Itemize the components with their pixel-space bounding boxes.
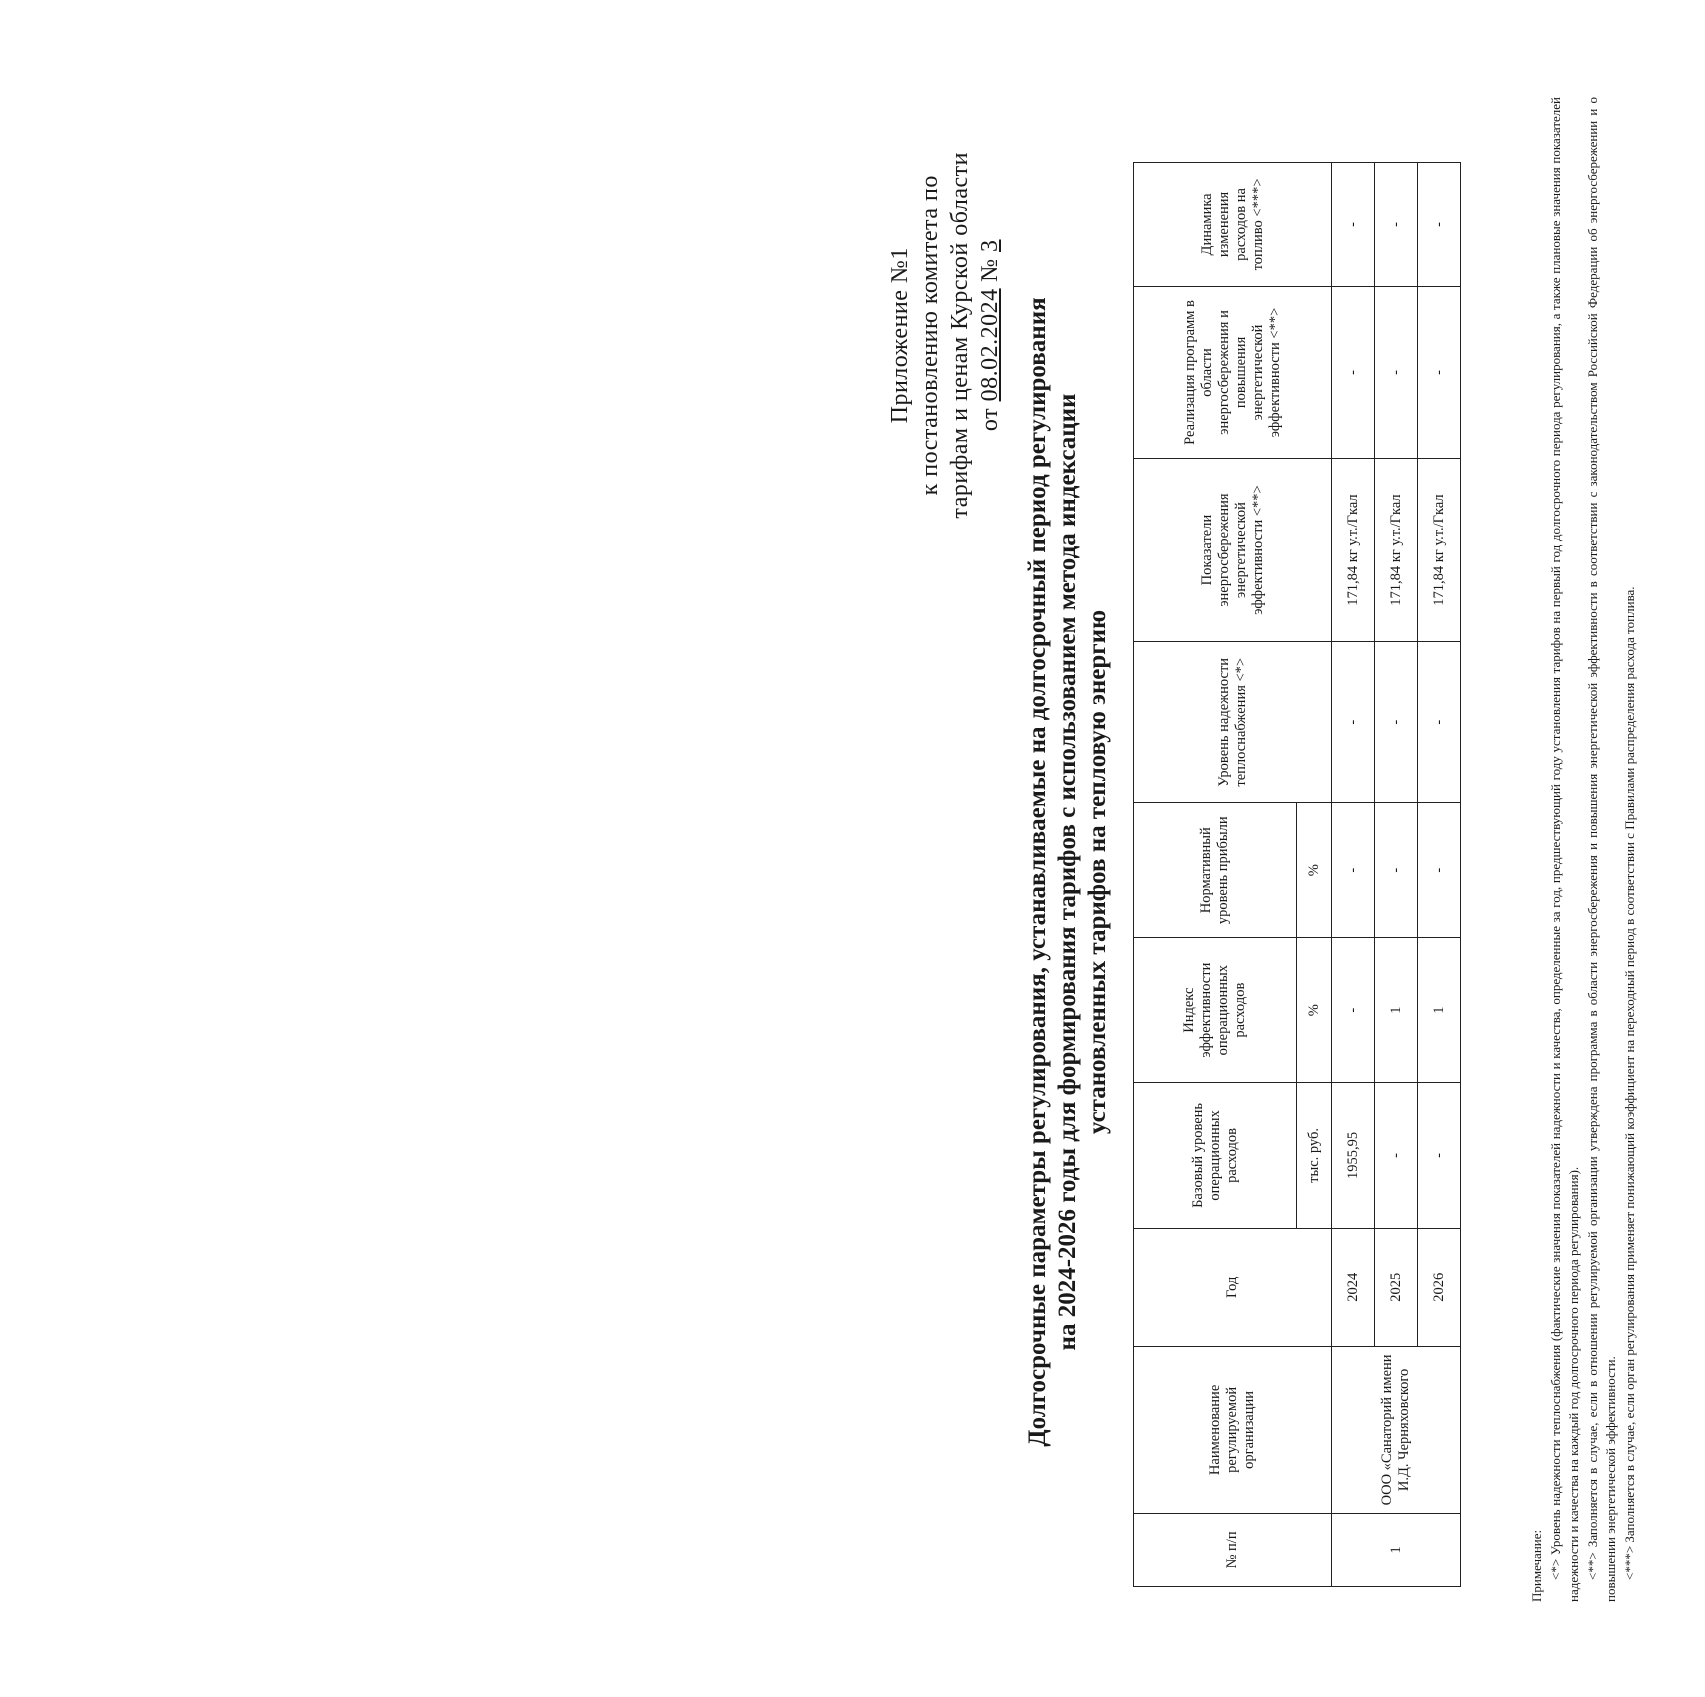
footnote-energy-saving: <**> Заполняется в случае, если в отношении регулируемой организации утверждена программа в области энергосбережения и повышения энергетической эффективности в соответствии с законодательством Российской Федерации об энергосбережении и о повышении энергетической эффективности. <box>1584 97 1618 1602</box>
table-row <box>1332 163 1375 1587</box>
cell-fuel-dynamics: - <box>1375 163 1418 287</box>
cell-base-opex: 1955,95 <box>1332 1083 1375 1228</box>
header-organization: Наименование регулируемой организации <box>1134 1346 1332 1513</box>
table-header-row <box>1134 163 1297 1587</box>
cell-programs: - <box>1375 286 1418 458</box>
cell-year: 2024 <box>1332 1228 1375 1346</box>
cell-year: 2026 <box>1418 1228 1461 1346</box>
cell-energy-saving: 171,84 кг у.т./Гкал <box>1332 459 1375 642</box>
number-sign: № <box>977 258 1003 282</box>
cell-energy-saving: 171,84 кг у.т./Гкал <box>1375 459 1418 642</box>
cell-energy-saving: 171,84 кг у.т./Гкал <box>1418 459 1461 642</box>
cell-organization: ООО «Санаторий имени И.Д. Черняховского <box>1332 1346 1461 1513</box>
title-line-3: установленных тарифов на тепловую энергию <box>1084 609 1111 1135</box>
notes-heading: Примечание: <box>1529 1529 1544 1602</box>
appendix-header <box>885 152 1005 519</box>
header-number: № п/п <box>1134 1513 1332 1586</box>
header-efficiency-index: Индекс эффективности операционных расходов <box>1134 938 1297 1083</box>
footnotes <box>1528 97 1639 1602</box>
cell-reliability: - <box>1332 642 1375 803</box>
cell-reliability: - <box>1418 642 1461 803</box>
date-prefix: от <box>977 407 1003 432</box>
appendix-line-2: к постановлению комитета по <box>917 175 943 496</box>
cell-programs: - <box>1418 286 1461 458</box>
appendix-date-line <box>975 152 1005 519</box>
appendix-line-3: тарифам и ценам Курской области <box>947 152 973 519</box>
cell-fuel-dynamics: - <box>1418 163 1461 287</box>
cell-efficiency-index: 1 <box>1418 938 1461 1083</box>
header-base-opex: Базовый уровень операционных расходов <box>1134 1083 1297 1228</box>
title-line-1: Долгосрочные параметры регулирования, устанавливаемые на долгосрочный период регулирования <box>1024 297 1051 1447</box>
cell-profit-level: - <box>1332 803 1375 938</box>
unit-base-opex: тыс. руб. <box>1297 1083 1332 1228</box>
document-title <box>1023 222 1113 1522</box>
cell-year: 2025 <box>1375 1228 1418 1346</box>
header-profit-level: Нормативный уровень прибыли <box>1134 803 1297 938</box>
footnote-fuel: <***> Заполняется в случае, если орган регулирования применяет понижающий коэффициент на переходный период в соответствии с Правилами распределения расхода топлива. <box>1621 586 1637 1580</box>
appendix-title: Приложение №1 <box>887 247 913 424</box>
unit-efficiency-index: % <box>1297 938 1332 1083</box>
cell-programs: - <box>1332 286 1375 458</box>
rotated-document-page <box>875 82 1705 1622</box>
cell-profit-level: - <box>1418 803 1461 938</box>
cell-efficiency-index: - <box>1332 938 1375 1083</box>
cell-efficiency-index: 1 <box>1375 938 1418 1083</box>
cell-profit-level: - <box>1375 803 1418 938</box>
unit-profit-level: % <box>1297 803 1332 938</box>
cell-number: 1 <box>1332 1513 1461 1586</box>
header-year: Год <box>1134 1228 1332 1346</box>
resolution-date: 08.02.2024 <box>977 288 1003 402</box>
resolution-number: 3 <box>977 239 1003 252</box>
header-reliability: Уровень надежности теплоснабжения <*> <box>1134 642 1332 803</box>
cell-fuel-dynamics: - <box>1332 163 1375 287</box>
header-programs: Реализация программ в области энергосбережения и повышения энергетической эффективности <**> <box>1134 286 1332 458</box>
header-energy-saving: Показатели энергосбережения энергетической эффективности <**> <box>1134 459 1332 642</box>
footnote-reliability: <*> Уровень надежности теплоснабжения (фактические значения показателей надежности и качества, определенные за год, предшествующий году установления тарифов на первый год долгосрочного периода регулирования, а также плановые значения показателей надежности и качества на каждый год долгосрочного периода регулирования). <box>1547 97 1581 1602</box>
header-fuel-dynamics: Динамика изменения расходов на топливо <***> <box>1134 163 1332 287</box>
parameters-table <box>1133 162 1461 1587</box>
cell-base-opex: - <box>1418 1083 1461 1228</box>
cell-reliability: - <box>1375 642 1418 803</box>
title-line-2: на 2024-2026 годы для формирования тарифов с использованием метода индексации <box>1054 393 1081 1351</box>
cell-base-opex: - <box>1375 1083 1418 1228</box>
